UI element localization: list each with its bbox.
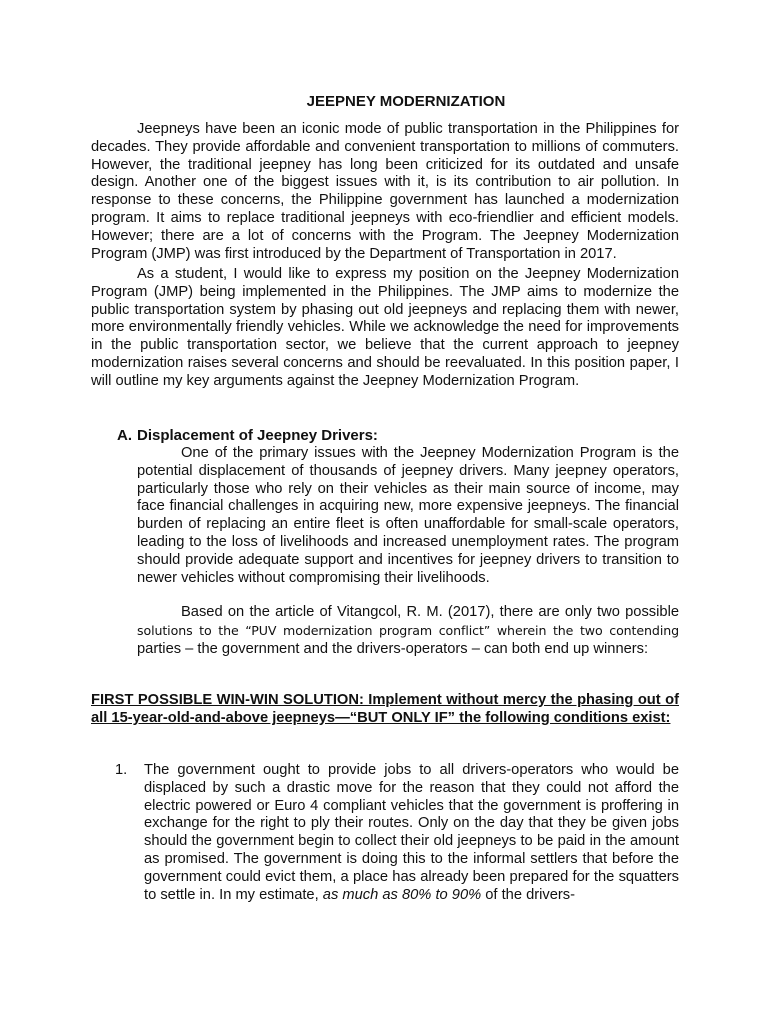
citation-text-start: Based on the article of Vitangcol, R. M. (2017), there are only two possible [181,604,679,620]
list-item-emphasis: as much as 80% to 90% [322,886,482,903]
list-item-body: The government ought to provide jobs to all drivers-operators who would be displaced by such a drastic move for the reason that they could not afford the electric powered or Euro 4 compliant vehicles that the government is proffering in exchange for the right to ply their routes. Only on the day that they be given jobs should the government begin to collect their old jeepneys to be paid in the amount as promised. The government is doing this to the informal settlers that before the government could evict them, a place has already been prepared for the squatters to settle in. In my estimate, [144,762,679,903]
section-a-letter: A. [117,427,132,444]
list-item-tail: of the drivers- [481,886,576,903]
section-a-paragraph: One of the primary issues with the Jeepney Modernization Program is the potential displacement of thousands of jeepney drivers. Many jeepney operators, particularly those who rely on their vehicles as their main source of income, may face financial challenges in acquiring new, more expensive jeepneys. The financial burden of replacing an entire fleet is often unaffordable for small-scale operators, leading to the loss of livelihoods and increased unemployment rates. The program should provide adequate support and incentives for jeepney drivers to transition to newer vehicles without compromising their livelihoods. [137,445,679,586]
section-a-heading [117,427,679,445]
section-a-citation-paragraph [137,604,679,658]
position-paragraph: As a student, I would like to express my position on the Jeepney Modernization Program (JMP) being implemented in the Philippines. The JMP aims to modernize the public transportation system by phasing out old jeepneys and replacing them with newer, more environmentally friendly vehicles. While we acknowledge the need for improvements in the public transportation sector, we believe that the current approach to jeepney modernization raises several concerns and should be reevaluated. In this position paper, I will outline my key arguments against the Jeepney Modernization Program. [91,266,679,389]
list-item-text [144,762,679,904]
list-item-number: 1. [115,762,128,778]
citation-text-middle: solutions to the “PUV modernization program conflict” wherein the two contending [137,622,679,638]
intro-paragraph: Jeepneys have been an iconic mode of public transportation in the Philippines for decades. They provide affordable and convenient transportation to millions of commuters. However, the traditional jeepney has long been criticized for its outdated and unsafe design. Another one of the biggest issues with it, is its contribution to air pollution. In response to these concerns, the Philippine government has launched a modernization program. It aims to replace traditional jeepneys with eco-friendlier and efficient models. However; there are a lot of concerns with the Program. The Jeepney Modernization Program (JMP) was first introduced by the Department of Transportation in 2017. [91,121,679,262]
citation-text-end: parties – the government and the drivers-operators – can both end up winners: [137,640,649,657]
win-win-heading: FIRST POSSIBLE WIN-WIN SOLUTION: Implement without mercy the phasing out of all 15-year-old-and-above jeepneys—“BUT ONLY IF” the following conditions exist: [91,692,679,726]
page-title: JEEPNEY MODERNIZATION [306,93,506,110]
section-a-title: Displacement of Jeepney Drivers: [137,427,378,444]
